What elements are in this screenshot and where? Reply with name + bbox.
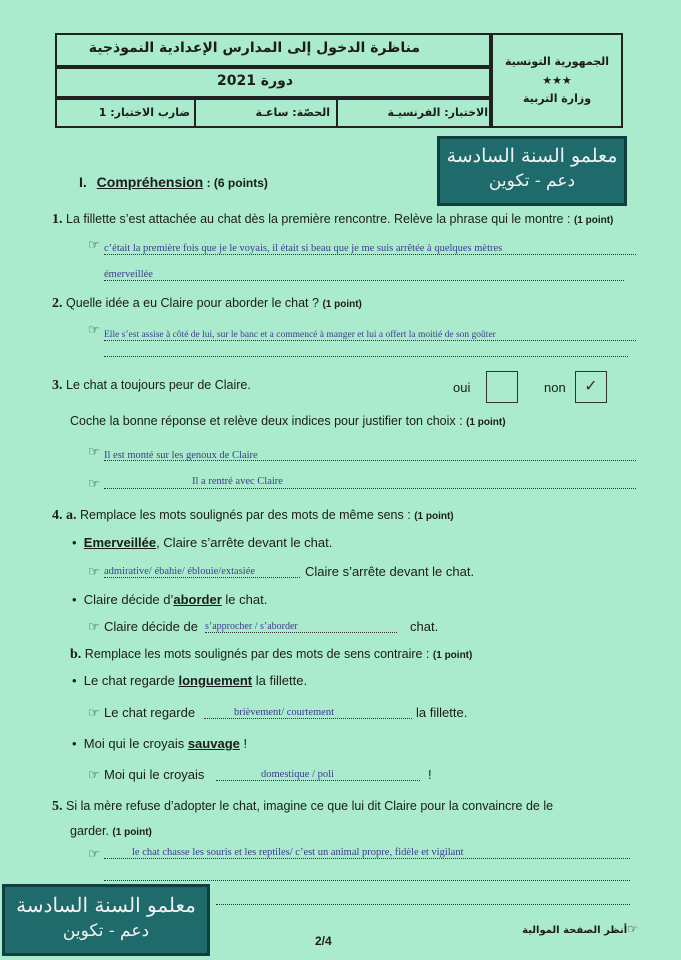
q3-instruction [70, 414, 670, 428]
s4-answer-post: ! [428, 767, 432, 782]
divider [336, 100, 338, 126]
q5-text-2: garder. [70, 824, 109, 838]
banner-line1: معلمو السنة السادسة [446, 145, 618, 167]
q3-answer-text-1: Il est monté sur les genoux de Claire [104, 450, 258, 461]
page-number: 2/4 [315, 934, 332, 948]
q3-answer-line-1[interactable] [104, 445, 636, 461]
q3-points: (1 point) [466, 417, 506, 428]
sentence-2 [72, 592, 267, 607]
s3-answer-pre: Le chat regarde [104, 705, 196, 720]
subject-label: الاختبار: الفرنسيـة [387, 106, 488, 119]
s2-underlined: aborder [173, 592, 222, 607]
s3-answer-line[interactable] [204, 702, 412, 719]
q3-number: 3. [52, 378, 63, 393]
pointer-icon: ☞ [88, 322, 100, 337]
sentence-3 [72, 673, 307, 688]
bullet: • [72, 736, 84, 751]
q2-text: Quelle idée a eu Claire pour aborder le chat ? [66, 296, 319, 310]
oui-label: oui [453, 380, 471, 395]
q4a-text: Remplace les mots soulignés par des mots de même sens : [80, 508, 411, 522]
q4a-label: a. [66, 508, 77, 523]
pointer-icon: ☞ [88, 846, 100, 861]
q1-text: La fillette s’est attachée au chat dès la première rencontre. Relève la phrase qui le montre : [66, 212, 571, 226]
q4b-points: (1 point) [432, 650, 473, 661]
coefficient-label: ضارب الاختبار: 1 [98, 106, 190, 119]
q4b-text: Remplace les mots soulignés par des mots de sens contraire : [84, 647, 430, 661]
q4-number: 4. [52, 508, 63, 523]
pointer-icon: ☞ [88, 619, 100, 634]
q5-answer-line-1[interactable] [104, 842, 630, 859]
section-points: : (6 points) [203, 176, 268, 190]
question-1 [52, 212, 672, 228]
q2-answer-text: Elle s’est assise à côté de lui, sur le banc et a commencé à manger et lui a offert la moitié de son goûter [104, 330, 496, 340]
pointer-icon: ☞ [88, 705, 100, 720]
q4b-label: b. [70, 647, 82, 662]
q1-answer-text-2: émerveillée [104, 269, 153, 280]
s4-answer-line[interactable] [216, 764, 420, 781]
bullet: • [72, 592, 84, 607]
q1-number: 1. [52, 212, 63, 227]
duration-label: الحصّة: ساعـة [255, 106, 330, 119]
divider [194, 100, 196, 126]
s3-underlined: longuement [178, 673, 253, 688]
q3-instruction-text: Coche la bonne réponse et relève deux indices pour justifier ton choix : [70, 414, 463, 428]
pointer-icon: ☞ [88, 444, 100, 459]
question-4a [52, 508, 672, 524]
q2-points: (1 point) [322, 299, 362, 310]
bullet: • [72, 535, 84, 550]
question-3 [52, 378, 251, 394]
q5-answer-line-3[interactable] [216, 890, 630, 905]
s4-pre: Moi qui le croyais [83, 736, 188, 751]
s3-pre: Le chat regarde [83, 673, 179, 688]
teachers-banner-top [437, 136, 627, 206]
q2-answer-line-1[interactable] [104, 324, 636, 341]
s4-post: ! [239, 736, 248, 751]
s1-underlined: Emerveillée [83, 535, 157, 550]
section-name: Compréhension [96, 174, 204, 190]
q4a-points: (1 point) [414, 511, 454, 522]
q5-number: 5. [52, 799, 63, 814]
sentence-1 [72, 535, 332, 550]
s4-answer-pre: Moi qui le croyais [104, 767, 205, 782]
s3-answer-post: la fillette. [416, 705, 468, 720]
stars-icon: ★★★ [542, 75, 572, 87]
non-checkbox[interactable] [575, 371, 607, 403]
section-title [79, 174, 268, 190]
s2-answer-post: chat. [410, 619, 439, 634]
ministry-label: وزارة التربية [522, 92, 592, 105]
q2-number: 2. [52, 296, 63, 311]
s2-answer-line[interactable] [205, 616, 397, 633]
pointer-icon: ☞ [88, 237, 100, 252]
banner-line1: معلمو السنة السادسة [16, 893, 196, 917]
q3-answer-line-2[interactable] [104, 471, 636, 489]
q1-answer-line-2[interactable] [104, 264, 624, 281]
s2-post: le chat. [221, 592, 268, 607]
q3-text: Le chat a toujours peur de Claire. [66, 378, 251, 392]
q1-answer-line-1[interactable] [104, 238, 636, 255]
next-page-label [500, 922, 638, 936]
q5-text-1: Si la mère refuse d’adopter le chat, imagine ce que lui dit Claire pour la convaincre de le [66, 799, 554, 813]
bullet: • [72, 673, 84, 688]
q5-answer-line-2[interactable] [104, 866, 630, 881]
oui-checkbox[interactable] [486, 371, 518, 403]
s3-post: la fillette. [252, 673, 308, 688]
banner-line2: دعم - تكوين [62, 921, 150, 941]
s1-rest: , Claire s’arrête devant le chat. [156, 535, 333, 550]
question-2 [52, 296, 672, 312]
q5-answer-text: le chat chasse les souris et les reptiles/ c’est un animal propre, fidèle et vigilant [132, 847, 464, 858]
question-5 [52, 794, 672, 845]
banner-line2: دعم - تكوين [488, 171, 576, 191]
pointer-icon: ☞ [627, 922, 638, 936]
republic-label: الجمهورية التونسية [504, 55, 610, 68]
section-number: I. [79, 174, 87, 190]
s4-answer-text: domestique / poli [261, 769, 334, 780]
s1-answer-rest: Claire s’arrête devant le chat. [305, 564, 475, 579]
teachers-banner-bottom [2, 884, 210, 956]
sentence-4 [72, 736, 247, 751]
check-icon: ✓ [584, 378, 598, 395]
contest-title: مناظرة الدخول إلى المدارس الإعدادية النموذجية [88, 40, 420, 56]
s2-answer-pre: Claire décide de [104, 619, 198, 634]
q5-points: (1 point) [112, 827, 152, 838]
pointer-icon: ☞ [88, 767, 100, 782]
s1-answer-line[interactable] [104, 561, 300, 578]
s2-pre: Claire décide d’ [83, 592, 174, 607]
pointer-icon: ☞ [88, 476, 100, 491]
next-page-text: أنظر الصفحة الموالية [522, 925, 628, 936]
s4-underlined: sauvage [187, 736, 240, 751]
q3-answer-text-2: Il a rentré avec Claire [192, 476, 283, 487]
s1-answer-text: admirative/ ébahie/ éblouie/extasiée [104, 566, 256, 577]
q1-answer-text-1: c’était la première fois que je le voyais, il était si beau que je me suis arrêtée à quelques mètres [104, 243, 503, 254]
pointer-icon: ☞ [88, 564, 100, 579]
session-label: دورة 2021 [216, 73, 294, 89]
non-label: non [544, 380, 566, 395]
q1-points: (1 point) [573, 215, 614, 226]
question-4b [70, 647, 670, 663]
q2-answer-line-2[interactable] [104, 342, 628, 357]
s3-answer-text: brièvement/ courtement [234, 707, 335, 718]
s2-answer-text: s’approcher / s’aborder [205, 621, 298, 632]
